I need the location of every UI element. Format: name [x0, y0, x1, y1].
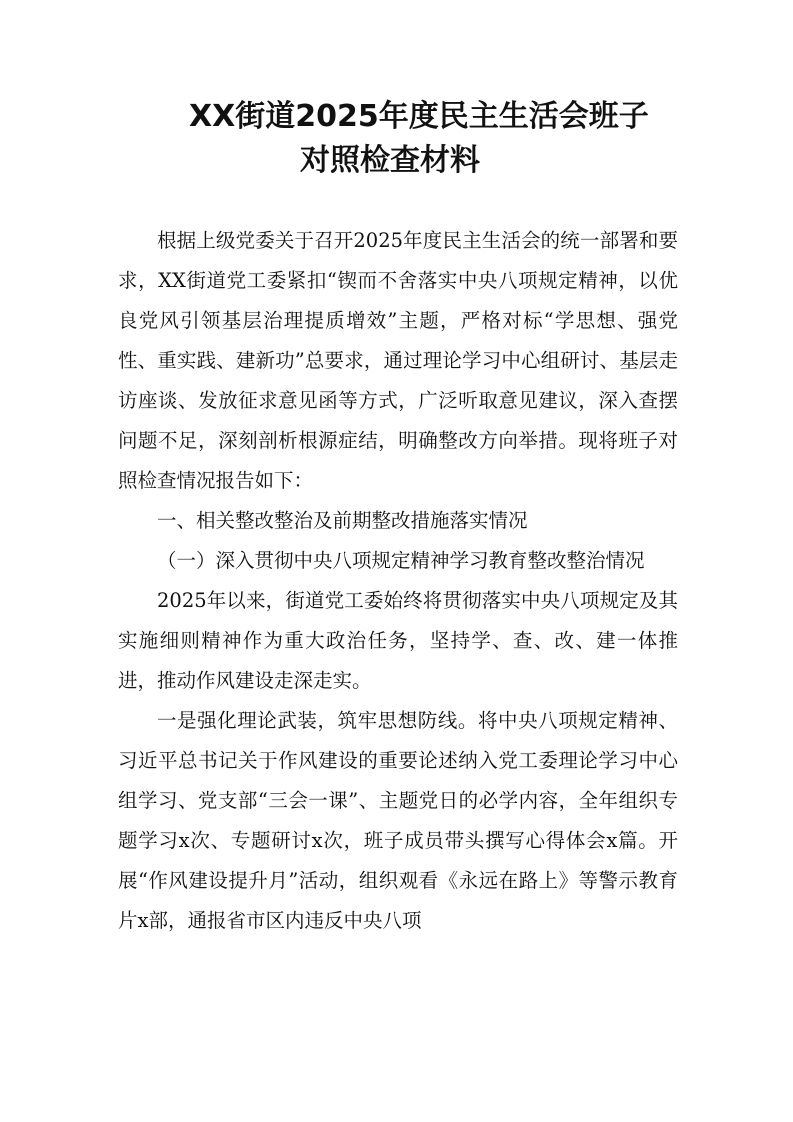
- body-paragraph-2: 一是强化理论武装，筑牢思想防线。将中央八项规定精神、习近平总书记关于作风建设的重要论述纳入党工委理论学习中心组学习、党支部“三会一课”、主题党日的必学内容，全年组织专题学习x次、专题研讨x次，班子成员带头撰写心得体会x篇。开展“作风建设提升月”活动，组织观看《永远在路上》等警示教育片x部，通报省市区内违反中央八项: [118, 709, 678, 932]
- body-paragraph-1: 2025年以来，街道党工委始终将贯彻落实中央八项规定及其实施细则精神作为重大政治任务，坚持学、查、改、建一体推进，推动作风建设走深走实。: [118, 589, 678, 692]
- document-title-line-1: XX街道2025年度民主生活会班子: [189, 99, 649, 134]
- intro-paragraph: 根据上级党委关于召开2025年度民主生活会的统一部署和要求，XX街道党工委紧扣“锲而不舍落实中央八项规定精神，以优良党风引领基层治理提质增效”主题，严格对标“学思想、强党性、重实践、建新功”总要求，通过理论学习中心组研讨、基层走访座谈、发放征求意见函等方式，广泛听取意见建议，深入查摆问题不足，深刻剖析根源症结，明确整改方向举措。现将班子对照检查情况报告如下：: [118, 229, 678, 492]
- section-heading-1: 一、相关整改整治及前期整改措施落实情况: [157, 509, 528, 532]
- document-body: [118, 221, 678, 941]
- document-title-line-2: 对照检查材料: [300, 143, 480, 178]
- subsection-heading-1: （一）深入贯彻中央八项规定精神学习教育整改整治情况: [157, 549, 645, 572]
